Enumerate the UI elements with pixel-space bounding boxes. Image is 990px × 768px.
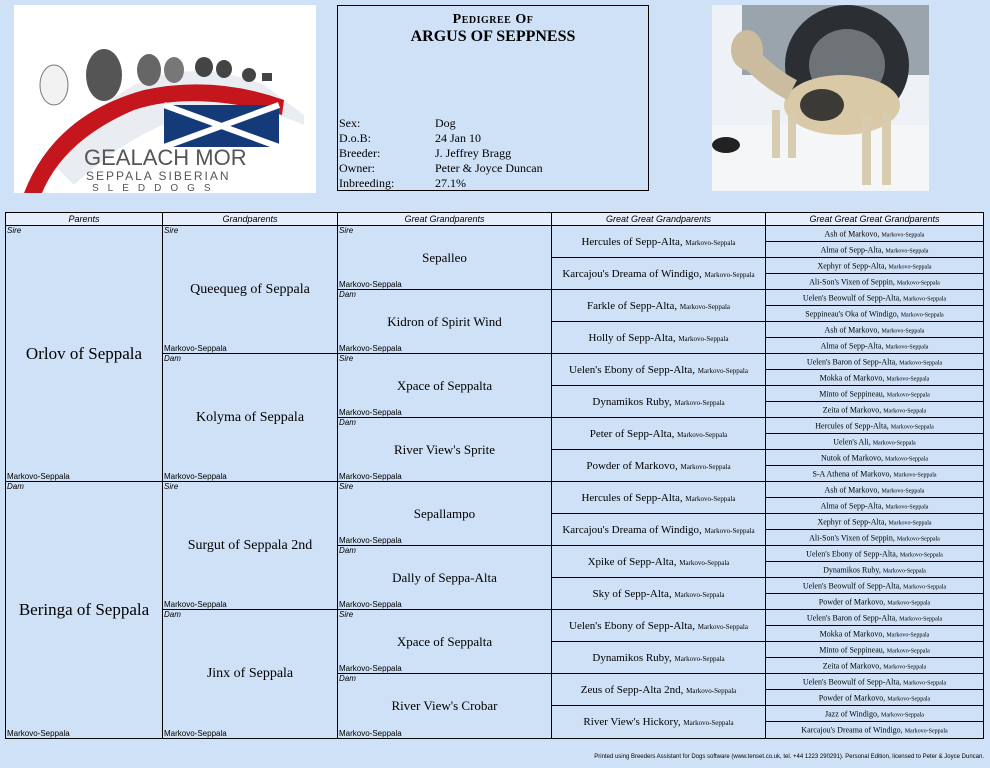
kennel-registry: Markovo-Seppala xyxy=(903,680,947,686)
kennel-registry: Markovo-Seppala xyxy=(164,600,227,609)
dog-name xyxy=(766,389,983,398)
sire-label: Sire xyxy=(339,482,354,491)
kennel-registry: Markovo-Seppala xyxy=(904,728,948,735)
dam-label: Dam xyxy=(339,418,356,427)
kennel-registry: Markovo-Seppala xyxy=(339,472,402,481)
dog-name-text: Seppineau's Oka of Windigo, xyxy=(805,309,899,318)
ggg-grandparent-cell[interactable] xyxy=(766,322,983,338)
dog-name-text: Xephyr of Sepp-Alta, xyxy=(817,517,887,526)
dog-name xyxy=(552,364,765,376)
title-line-1: Pedigree Of xyxy=(452,12,534,27)
ggg-grandparent-cell[interactable] xyxy=(766,450,983,466)
ggg-grandparent-cell[interactable] xyxy=(766,546,983,562)
dog-name-text: Peter of Sepp-Alta, xyxy=(589,427,675,440)
ggg-grandparent-cell[interactable] xyxy=(766,338,983,354)
dog-name-text: Kolyma of Seppala xyxy=(195,409,305,425)
gg-grandparent-cell[interactable] xyxy=(552,258,766,290)
dam-label: Dam xyxy=(164,610,181,619)
gg-grandparent-cell[interactable] xyxy=(552,226,766,258)
dog-name-text: Minto of Seppineau, xyxy=(819,645,885,654)
ggg-grandparent-cell[interactable] xyxy=(766,626,983,642)
dog-name xyxy=(338,570,551,586)
kennel-registry: Markovo-Seppala xyxy=(704,270,755,279)
dog-name-text: Minto of Seppineau, xyxy=(819,389,885,398)
dog-name-text: Karcajou's Dreama of Windigo, xyxy=(562,267,702,280)
dog-name xyxy=(766,581,983,590)
dog-name-text: Dynamikos Ruby, xyxy=(823,565,881,574)
dog-name xyxy=(552,332,765,344)
info-label: Sex: xyxy=(339,116,361,130)
dog-name-text: Jazz of Windigo, xyxy=(825,709,879,718)
ggg-grandparent-cell[interactable] xyxy=(766,722,983,738)
great-grandparent-cell[interactable] xyxy=(338,226,552,290)
kennel-registry: Markovo-Seppala xyxy=(883,664,927,670)
dog-name-text: Farkle of Sepp-Alta, xyxy=(586,299,678,312)
dog-name xyxy=(552,620,765,632)
column-header-great-great-great-grandparents: Great Great Great Grandparents xyxy=(766,213,983,226)
dog-name xyxy=(163,538,337,554)
ggg-grandparent-cell[interactable] xyxy=(766,562,983,578)
kennel-registry: Markovo-Seppala xyxy=(678,334,729,343)
kennel-registry: Markovo-Seppala xyxy=(903,296,947,302)
info-value: 27.1% xyxy=(435,176,466,190)
grandparent-cell[interactable] xyxy=(163,482,338,610)
dog-name-text: S-A Athena of Markovo, xyxy=(812,469,892,478)
ggg-grandparent-cell[interactable] xyxy=(766,466,983,482)
kennel-registry: Markovo-Seppala xyxy=(674,654,725,663)
gg-grandparent-cell[interactable] xyxy=(552,546,766,578)
dog-name-text: Ash of Markovo, xyxy=(824,485,880,494)
dog-name xyxy=(766,677,983,686)
dog-name xyxy=(766,565,983,574)
dam-label: Dam xyxy=(339,546,356,555)
ggg-grandparent-cell[interactable] xyxy=(766,258,983,274)
kennel-registry: Markovo-Seppala xyxy=(339,408,402,417)
ggg-grandparent-cell[interactable] xyxy=(766,418,983,434)
gg-grandparent-cell[interactable] xyxy=(552,418,766,450)
kennel-registry: Markovo-Seppala xyxy=(888,520,932,526)
great-grandparent-cell[interactable] xyxy=(338,354,552,418)
kennel-registry: Markovo-Seppala xyxy=(339,600,402,609)
dog-name-text: Xpace of Seppalta xyxy=(396,377,493,393)
kennel-registry: Markovo-Seppala xyxy=(683,719,734,727)
dog-name-text: Powder of Markovo, xyxy=(818,693,886,702)
kennel-registry: Markovo-Seppala xyxy=(880,712,924,718)
kennel-registry: Markovo-Seppala xyxy=(339,344,402,353)
dog-name-text: Uelen's Baron of Sepp-Alta, xyxy=(806,357,898,366)
ggg-grandparent-cell[interactable] xyxy=(766,594,983,610)
dog-name-text: Uelen's Ali, xyxy=(833,437,871,446)
dog-name xyxy=(766,613,983,622)
dog-name xyxy=(766,357,983,366)
great-grandparent-cell[interactable] xyxy=(338,290,552,354)
dog-name-text: Uelen's Beowulf of Sepp-Alta, xyxy=(802,677,902,686)
dog-name xyxy=(338,506,551,522)
dog-name-text: Alma of Sepp-Alta, xyxy=(820,501,884,510)
dog-name-text: Surgut of Seppala 2nd xyxy=(187,537,313,553)
logo-text-line2: SEPPALA SIBERIAN xyxy=(86,169,231,183)
dog-name-text: Sky of Sepp-Alta, xyxy=(592,587,672,600)
dog-name-text: Uelen's Ebony of Sepp-Alta, xyxy=(569,619,696,632)
ggg-grandparent-cell[interactable] xyxy=(766,674,983,690)
ggg-grandparent-cell[interactable] xyxy=(766,226,983,242)
kennel-registry: Markovo-Seppala xyxy=(881,328,925,334)
ggg-grandparent-cell[interactable] xyxy=(766,354,983,370)
grandparent-cell[interactable] xyxy=(163,226,338,354)
dog-name xyxy=(552,428,765,440)
dog-name xyxy=(766,597,983,606)
ggg-grandparent-cell[interactable] xyxy=(766,274,983,290)
dog-name-text: Ash of Markovo, xyxy=(824,229,880,238)
dam-label: Dam xyxy=(164,354,181,363)
kennel-registry: Markovo-Seppala xyxy=(7,729,70,738)
info-value: J. Jeffrey Bragg xyxy=(435,146,512,160)
kennel-registry: Markovo-Seppala xyxy=(886,648,930,654)
dog-name-text: Xpike of Sepp-Alta, xyxy=(587,555,677,568)
sire-label: Sire xyxy=(164,226,179,235)
dog-name-text: Sepalleo xyxy=(422,249,467,265)
dog-name xyxy=(552,588,765,600)
gg-grandparent-cell[interactable] xyxy=(552,610,766,642)
dog-name xyxy=(338,634,551,650)
dog-name-text: Sepallampo xyxy=(413,505,476,521)
info-label: Inbreeding: xyxy=(339,176,395,190)
gg-grandparent-cell[interactable] xyxy=(552,450,766,482)
ggg-grandparent-cell[interactable] xyxy=(766,306,983,322)
kennel-registry: Markovo-Seppala xyxy=(887,600,931,606)
gg-grandparent-cell[interactable] xyxy=(552,514,766,546)
dog-name-text: Mokka of Markovo, xyxy=(819,629,885,638)
kennel-registry: Markovo-Seppala xyxy=(900,312,944,318)
dog-name-text: Alma of Sepp-Alta, xyxy=(820,245,884,254)
dog-name-text: Ash of Markovo, xyxy=(824,325,880,334)
dog-name xyxy=(766,437,983,446)
logo-text-line3: SLEDDOGS xyxy=(92,183,220,193)
kennel-registry: Markovo-Seppala xyxy=(164,344,227,353)
dog-name-text: Dynamikos Ruby, xyxy=(592,395,672,408)
kennel-registry: Markovo-Seppala xyxy=(7,472,70,481)
kennel-registry: Markovo-Seppala xyxy=(339,280,402,289)
dog-name xyxy=(766,261,983,270)
great-grandparent-cell[interactable] xyxy=(338,482,552,546)
kennel-registry: Markovo-Seppala xyxy=(885,344,929,350)
ggg-grandparent-cell[interactable] xyxy=(766,578,983,594)
kennel-registry: Markovo-Seppala xyxy=(164,472,227,481)
kennel-registry: Markovo-Seppala xyxy=(674,590,725,599)
dog-name xyxy=(766,726,983,735)
dog-name-text: Orlov of Seppala xyxy=(25,343,143,363)
dog-name xyxy=(766,373,983,382)
gg-grandparent-cell[interactable] xyxy=(552,386,766,418)
gg-grandparent-cell[interactable] xyxy=(552,674,766,706)
dog-name xyxy=(766,309,983,318)
kennel-registry: Markovo-Seppala xyxy=(890,424,934,430)
kennel-registry: Markovo-Seppala xyxy=(886,392,930,398)
dog-name xyxy=(338,250,551,266)
column-header-grandparents: Grandparents xyxy=(163,213,338,226)
dog-name xyxy=(766,533,983,542)
dog-name-text: Ali-Son's Vixen of Seppin, xyxy=(809,277,895,286)
kennel-registry: Markovo-Seppala xyxy=(679,558,730,567)
dog-name-text: River View's Hickory, xyxy=(583,716,681,728)
dog-name-text: Alma of Sepp-Alta, xyxy=(820,341,884,350)
dog-name xyxy=(766,405,983,414)
dog-name xyxy=(552,684,765,696)
gg-grandparent-cell[interactable] xyxy=(552,706,766,738)
kennel-registry: Markovo-Seppala xyxy=(882,568,926,574)
ggg-grandparent-cell[interactable] xyxy=(766,370,983,386)
dog-name xyxy=(766,645,983,654)
grandparent-cell[interactable] xyxy=(163,354,338,482)
gg-grandparent-cell[interactable] xyxy=(552,290,766,322)
gg-grandparent-cell[interactable] xyxy=(552,354,766,386)
dog-name-text: Hercules of Sepp-Alta, xyxy=(581,235,683,248)
info-value: Dog xyxy=(435,116,456,130)
dog-name xyxy=(6,600,162,620)
dog-name-text: Uelen's Beowulf of Sepp-Alta, xyxy=(802,581,902,590)
sire-label: Sire xyxy=(164,482,179,491)
kennel-registry: Markovo-Seppala xyxy=(899,360,943,366)
sire-label: Sire xyxy=(339,354,354,363)
kennel-registry: Markovo-Seppala xyxy=(674,398,725,407)
ggg-grandparent-cell[interactable] xyxy=(766,402,983,418)
dog-name xyxy=(552,556,765,568)
ggg-grandparent-cell[interactable] xyxy=(766,242,983,258)
dog-name-text: Nutok of Markovo, xyxy=(821,453,883,462)
ggg-grandparent-cell[interactable] xyxy=(766,514,983,530)
ggg-grandparent-cell[interactable] xyxy=(766,610,983,626)
kennel-registry: Markovo-Seppala xyxy=(339,536,402,545)
dog-name-text: Karcajou's Dreama of Windigo, xyxy=(801,725,903,735)
gg-grandparent-cell[interactable] xyxy=(552,322,766,354)
gg-grandparent-cell[interactable] xyxy=(552,578,766,610)
kennel-registry: Markovo-Seppala xyxy=(685,238,736,247)
dog-name xyxy=(552,268,765,280)
dog-name-text: Uelen's Beowulf of Sepp-Alta, xyxy=(802,293,902,302)
parent-cell[interactable] xyxy=(6,482,163,738)
kennel-registry: Markovo-Seppala xyxy=(881,488,925,494)
dog-name-text: Zeita of Markovo, xyxy=(822,405,882,414)
dog-name xyxy=(163,410,337,426)
dog-name xyxy=(766,709,983,718)
dog-name xyxy=(338,378,551,394)
ggg-grandparent-cell[interactable] xyxy=(766,386,983,402)
kennel-registry: Markovo-Seppala xyxy=(886,632,930,638)
dog-name-text: Powder of Markovo, xyxy=(818,597,886,606)
dog-name xyxy=(6,344,162,364)
kennel-registry: Markovo-Seppala xyxy=(704,526,755,535)
kennel-registry: Markovo-Seppala xyxy=(339,664,402,673)
info-value: Peter & Joyce Duncan xyxy=(435,161,543,175)
dog-name-text: River View's Sprite xyxy=(394,441,495,457)
dog-name xyxy=(766,229,983,238)
dog-name-text: Karcajou's Dreama of Windigo, xyxy=(562,523,702,536)
dog-name-title: ARGUS OF SEPPNESS xyxy=(410,28,576,45)
kennel-registry: Markovo-Seppala xyxy=(697,366,748,375)
ggg-grandparent-cell[interactable] xyxy=(766,434,983,450)
dog-name xyxy=(766,661,983,670)
dog-name xyxy=(552,236,765,248)
ggg-grandparent-cell[interactable] xyxy=(766,482,983,498)
kennel-registry: Markovo-Seppala xyxy=(885,504,929,510)
kennel-registry: Markovo-Seppala xyxy=(885,456,928,462)
dog-photo-image xyxy=(712,5,929,191)
dog-name xyxy=(766,277,983,286)
dog-name-text: Uelen's Ebony of Sepp-Alta, xyxy=(569,363,696,376)
dog-name xyxy=(766,693,983,702)
dog-name xyxy=(766,549,983,558)
kennel-registry: Markovo-Seppala xyxy=(883,408,927,414)
kennel-registry: Markovo-Seppala xyxy=(680,462,731,471)
kennel-registry: Markovo-Seppala xyxy=(896,536,940,542)
parent-cell[interactable] xyxy=(6,226,163,482)
dog-name-text: Uelen's Baron of Sepp-Alta, xyxy=(806,613,898,622)
ggg-grandparent-cell[interactable] xyxy=(766,706,983,722)
dog-name-text: Zeus of Sepp-Alta 2nd, xyxy=(580,683,684,696)
dog-name-text: Queequeg of Seppala xyxy=(190,281,310,297)
dog-name-text: Jinx of Seppala xyxy=(206,666,294,681)
dog-name-text: Powder of Markovo, xyxy=(586,459,678,472)
dog-name xyxy=(766,341,983,350)
kennel-registry: Markovo-Seppala xyxy=(339,729,402,738)
dog-name-text: Hercules of Sepp-Alta, xyxy=(581,491,683,504)
kennel-registry: Markovo-Seppala xyxy=(886,376,930,382)
dog-name xyxy=(766,453,983,462)
info-label: Owner: xyxy=(339,161,375,175)
dog-name-text: Dally of Seppa-Alta xyxy=(392,569,497,585)
sled-dog-logo-graphic xyxy=(14,5,316,193)
great-grandparent-cell[interactable] xyxy=(338,418,552,482)
info-label: Breeder: xyxy=(339,146,381,160)
ggg-grandparent-cell[interactable] xyxy=(766,642,983,658)
sire-label: Sire xyxy=(339,226,354,235)
info-value: 24 Jan 10 xyxy=(435,131,481,145)
dog-name xyxy=(338,698,551,714)
sire-label: Sire xyxy=(7,226,22,235)
kennel-registry: Markovo-Seppala xyxy=(677,430,728,439)
dog-name-text: Ali-Son's Vixen of Seppin, xyxy=(809,533,895,542)
kennel-registry: Markovo-Seppala xyxy=(899,616,943,622)
dog-name xyxy=(766,517,983,526)
dog-name xyxy=(552,460,765,472)
dog-name xyxy=(552,396,765,408)
kennel-registry: Markovo-Seppala xyxy=(164,729,227,738)
dog-name xyxy=(552,716,765,728)
grandparent-cell[interactable] xyxy=(163,610,338,738)
dog-name xyxy=(766,245,983,254)
great-grandparent-cell[interactable] xyxy=(338,610,552,674)
dog-name-text: Xephyr of Sepp-Alta, xyxy=(817,261,887,270)
dog-name-text: Kidron of Spirit Wind xyxy=(387,313,502,329)
dog-photo xyxy=(712,5,929,191)
ggg-grandparent-cell[interactable] xyxy=(766,658,983,674)
kennel-registry: Markovo-Seppala xyxy=(685,494,736,503)
kennel-registry: Markovo-Seppala xyxy=(899,552,943,558)
ggg-grandparent-cell[interactable] xyxy=(766,290,983,306)
ggg-grandparent-cell[interactable] xyxy=(766,498,983,514)
kennel-logo xyxy=(14,5,316,193)
gg-grandparent-cell[interactable] xyxy=(552,642,766,674)
dam-label: Dam xyxy=(339,290,356,299)
ggg-grandparent-cell[interactable] xyxy=(766,530,983,546)
dam-label: Dam xyxy=(339,674,356,683)
great-grandparent-cell[interactable] xyxy=(338,674,552,738)
dog-name-text: Uelen's Ebony of Sepp-Alta, xyxy=(806,549,898,558)
pedigree-title-box xyxy=(337,5,649,191)
column-header-parents: Parents xyxy=(6,213,163,226)
dog-name-text: Beringa of Seppala xyxy=(18,600,150,619)
dog-name-text: River View's Crobar xyxy=(391,698,498,713)
kennel-registry: Markovo-Seppala xyxy=(887,696,931,702)
gg-grandparent-cell[interactable] xyxy=(552,482,766,514)
sire-label: Sire xyxy=(339,610,354,619)
dog-name-text: Mokka of Markovo, xyxy=(819,373,885,382)
dog-name-text: Zeita of Markovo, xyxy=(822,661,882,670)
dog-name xyxy=(552,652,765,664)
kennel-registry: Markovo-Seppala xyxy=(881,232,925,238)
great-grandparent-cell[interactable] xyxy=(338,546,552,610)
dog-name xyxy=(766,629,983,638)
dog-name xyxy=(338,442,551,458)
dog-name xyxy=(338,314,551,330)
pedigree-table xyxy=(5,212,984,739)
logo-text-line1: GEALACH MOR xyxy=(84,145,247,170)
dog-name xyxy=(766,501,983,510)
column-header-great-great-grandparents: Great Great Grandparents xyxy=(552,213,766,226)
ggg-grandparent-cell[interactable] xyxy=(766,690,983,706)
dog-name xyxy=(766,293,983,302)
kennel-registry: Markovo-Seppala xyxy=(888,264,932,270)
dog-name xyxy=(766,325,983,334)
kennel-registry: Markovo-Seppala xyxy=(686,686,737,695)
kennel-registry: Markovo-Seppala xyxy=(679,302,731,311)
dog-name xyxy=(552,492,765,504)
dog-name-text: Holly of Sepp-Alta, xyxy=(588,331,676,344)
dog-name xyxy=(552,524,765,536)
kennel-registry: Markovo-Seppala xyxy=(872,440,916,446)
kennel-registry: Markovo-Seppala xyxy=(896,280,940,286)
dog-name xyxy=(766,469,983,478)
dog-name xyxy=(766,421,983,430)
info-label: D.o.B: xyxy=(339,131,372,145)
dog-name-text: Hercules of Sepp-Alta, xyxy=(815,421,889,430)
kennel-registry: Markovo-Seppala xyxy=(885,248,929,254)
footer-note: Printed using Breeders Assistant for Dogs software (www.tenset.co.uk, tel. +44 1223 290291). Personal Edition, licensed to Peter & Joyce Duncan. xyxy=(594,754,984,760)
dog-name xyxy=(163,666,337,682)
dog-name xyxy=(766,485,983,494)
dog-name xyxy=(552,300,765,312)
dog-name-text: Xpace of Seppalta xyxy=(396,633,493,649)
kennel-registry: Markovo-Seppala xyxy=(903,584,947,590)
column-header-great-grandparents: Great Grandparents xyxy=(338,213,552,226)
dog-name xyxy=(163,282,337,298)
kennel-registry: Markovo-Seppala xyxy=(697,622,748,631)
dog-name-text: Dynamikos Ruby, xyxy=(592,651,672,664)
dam-label: Dam xyxy=(7,482,24,491)
kennel-registry: Markovo-Seppala xyxy=(893,472,937,478)
